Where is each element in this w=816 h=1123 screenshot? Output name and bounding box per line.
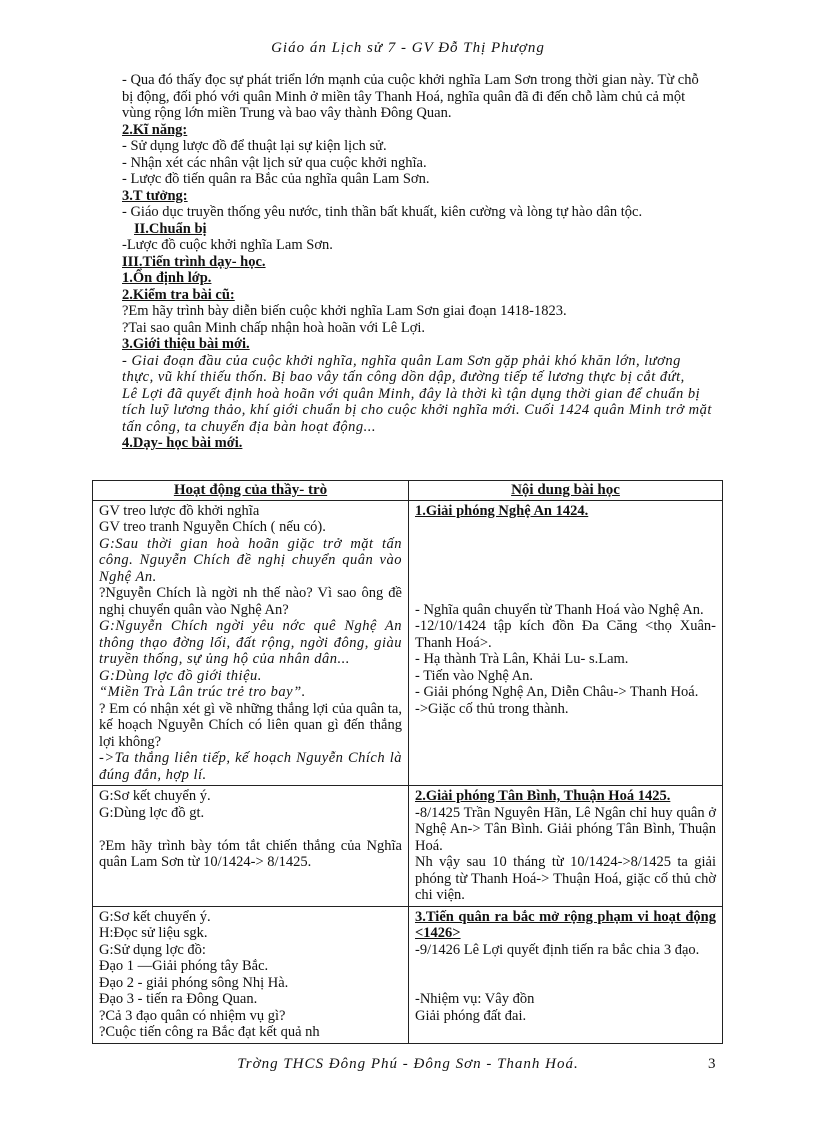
check-item: ?Em hãy trình bày diễn biến cuộc khởi nghĩa Lam Sơn giai đoạn 1418-1823. — [122, 303, 567, 319]
stable-heading: 1.Ổn định lớp. — [122, 270, 212, 286]
section-heading: 1.Giải phóng Nghệ An 1424. — [415, 502, 589, 519]
row3-left-cell — [93, 906, 409, 1043]
activity-line: G:Sơ kết chuyển ý. — [99, 788, 211, 804]
row1-right-cell — [409, 500, 723, 786]
activity-line: ?Cả 3 đạo quân có nhiệm vụ gì? — [99, 1007, 286, 1024]
skills-item: - Sử dụng lược đồ để thuật lại sự kiện lịch sử. — [122, 138, 387, 154]
table-row — [93, 786, 723, 907]
activity-line: Đạo 2 - giải phóng sông Nhị Hà. — [99, 974, 289, 991]
table-header-row — [93, 481, 723, 501]
content-line: Nh vậy sau 10 tháng từ 10/1424->8/1425 ta giải phóng từ Thanh Hoá-> Thuận Hoá, giặc cố thủ chờ chi viện. — [415, 854, 716, 903]
content-line: - Giải phóng Nghệ An, Diễn Châu-> Thanh Hoá. — [415, 684, 699, 700]
row2-left-cell — [93, 786, 409, 907]
skills-heading: 2.Kĩ năng: — [122, 121, 188, 138]
content-line: -8/1425 Trần Nguyên Hãn, Lê Ngân chỉ huy quân ở Nghệ An-> Tân Bình. Giải phóng Tân Bình, Thuận Hoá. — [415, 804, 716, 854]
intro-paragraph: - Qua đó thấy đọc sự phát triển lớn mạnh của cuộc khởi nghĩa Lam Sơn trong thời gian này. Từ chỗ bị động, đối phó với quân Minh ở miền tây Thanh Hoá, nghĩa quân đã đi đến chỗ làm chủ cả một vùng rộng lớn miền Trung và bao vây thành Đông Quan. — [122, 72, 699, 121]
content-line: ->Giặc cố thủ trong thành. — [415, 700, 569, 717]
activity-line: H:Đọc sử liệu sgk. — [99, 925, 208, 941]
row3-right-cell — [409, 906, 723, 1043]
activity-line: G:Nguyễn Chích ngời yêu nớc quê Nghệ An thông thạo đờng lối, đất rộng, ngời đông, giàu truyền thống, sự ủng hộ của nhân dân... — [99, 618, 402, 667]
intro-lesson-text: Lê Lợi đã quyết định hoà hoãn với quân Minh, đây là thời kì tận dụng thời gian để chuẩn bị tích luỹ lương thảo, khí giới chuẩn bị cho cuộc khởi nghĩa mới. Cuối 1424 quân Minh trở mặt tấn công, ta chuyển địa bàn hoạt động... — [122, 385, 712, 435]
document-body — [122, 72, 712, 452]
skills-item: - Lược đồ tiến quân ra Bắc của nghĩa quân Lam Sơn. — [122, 171, 430, 187]
check-heading: 2.Kiểm tra bài cũ: — [122, 286, 235, 303]
table-row — [93, 906, 723, 1043]
content-line: - Tiến vào Nghệ An. — [415, 667, 534, 684]
prep-heading: II.Chuẩn bị — [134, 220, 207, 237]
intro-lesson-text: - Giai đoạn đầu của cuộc khởi nghĩa, nghĩa quân Lam Sơn gặp phải khó khăn lớn, lương thực, vũ khí thiếu thốn. Bị bao vây tấn công dồn dập, đường tiếp tế lương thực bị cắt đứt, — [122, 352, 685, 385]
skills-item: - Nhận xét các nhân vật lịch sử qua cuộc khởi nghĩa. — [122, 154, 427, 171]
content-line: -9/1426 Lê Lợi quyết định tiến ra bắc chia 3 đạo. — [415, 941, 700, 958]
activity-line: G:Dùng lợc đồ gt. — [99, 804, 205, 821]
col-header-content: Nội dung bài học — [409, 481, 723, 501]
check-item: ?Tai sao quân Minh chấp nhận hoà hoãn với Lê Lợi. — [122, 319, 426, 336]
content-line: Giải phóng đất đai. — [415, 1007, 527, 1024]
content-line: -Nhiệm vụ: Vây đồn — [415, 991, 535, 1007]
thought-heading: 3.T tưởng: — [122, 187, 188, 204]
activity-line: ?Cuộc tiến công ra Bắc đạt kết quả nh — [99, 1024, 320, 1040]
activity-line: Đạo 1 —Giải phóng tây Bắc. — [99, 958, 269, 974]
lesson-table — [92, 480, 723, 1044]
activity-line: Đạo 3 - tiến ra Đông Quan. — [99, 991, 258, 1007]
activity-line: ? Em có nhận xét gì về những thắng lợi của quân ta, kế hoạch Nguyễn Chích có liên quan gì đến thắng lợi không? — [99, 700, 402, 750]
content-line: - Nghĩa quân chuyển từ Thanh Hoá vào Nghệ An. — [415, 601, 704, 618]
activity-line: GV treo tranh Nguyễn Chích ( nếu có). — [99, 519, 326, 535]
section-heading: 3.Tiến quân ra bắc mở rộng phạm vi hoạt động <1426> — [415, 908, 716, 941]
footer-school: Trờng THCS Đông Phú - Đông Sơn - Thanh Hoá. — [237, 1056, 579, 1072]
col-header-activities: Hoạt động của thầy- trò — [93, 481, 409, 501]
prep-item: -Lược đồ cuộc khởi nghĩa Lam Sơn. — [122, 237, 333, 253]
activity-line: ?Nguyễn Chích là ngời nh thế nào? Vì sao ông đề nghị chuyển quân vào Nghệ An? — [99, 585, 402, 618]
row2-right-cell — [409, 786, 723, 907]
page-header: Giáo án Lịch sử 7 - GV Đỗ Thị Phượng — [271, 40, 545, 56]
activity-line: G:Sử dụng lợc đồ: — [99, 941, 206, 958]
page-number: 3 — [708, 1056, 716, 1072]
intro-lesson-heading: 3.Giới thiệu bài mới. — [122, 336, 250, 352]
activity-line: G:Dùng lợc đồ giới thiệu. — [99, 667, 262, 684]
activity-line: G:Sơ kết chuyển ý. — [99, 908, 211, 925]
thought-item: - Giáo dục truyền thống yêu nước, tinh thần bất khuất, kiên cường và lòng tự hào dân tộc. — [122, 204, 643, 220]
teach-heading: 4.Dạy- học bài mới. — [122, 435, 243, 451]
activity-line: G:Sau thời gian hoà hoãn giặc trở mặt tấn công. Nguyễn Chích đề nghị chuyển quân vào Nghệ An. — [99, 535, 402, 585]
activity-line: ->Ta thắng liên tiếp, kế hoạch Nguyễn Chích là đúng đắn, hợp lí. — [99, 750, 402, 783]
activity-line: “Miền Trà Lân trúc trẻ tro bay”. — [99, 684, 306, 700]
table-row — [93, 500, 723, 786]
process-heading: III.Tiến trình dạy- học. — [122, 253, 266, 270]
activity-line: GV treo lược đồ khởi nghĩa — [99, 502, 260, 519]
content-line: -12/10/1424 tập kích đồn Đa Căng <thọ Xuân- Thanh Hoá>. — [415, 618, 716, 651]
row1-left-cell — [93, 500, 409, 786]
activity-line: ?Em hãy trình bày tóm tắt chiến thắng của Nghĩa quân Lam Sơn từ 10/1424-> 8/1425. — [99, 837, 402, 870]
section-heading: 2.Giải phóng Tân Bình, Thuận Hoá 1425. — [415, 788, 671, 804]
content-line: - Hạ thành Trà Lân, Khải Lu- s.Lam. — [415, 651, 629, 667]
